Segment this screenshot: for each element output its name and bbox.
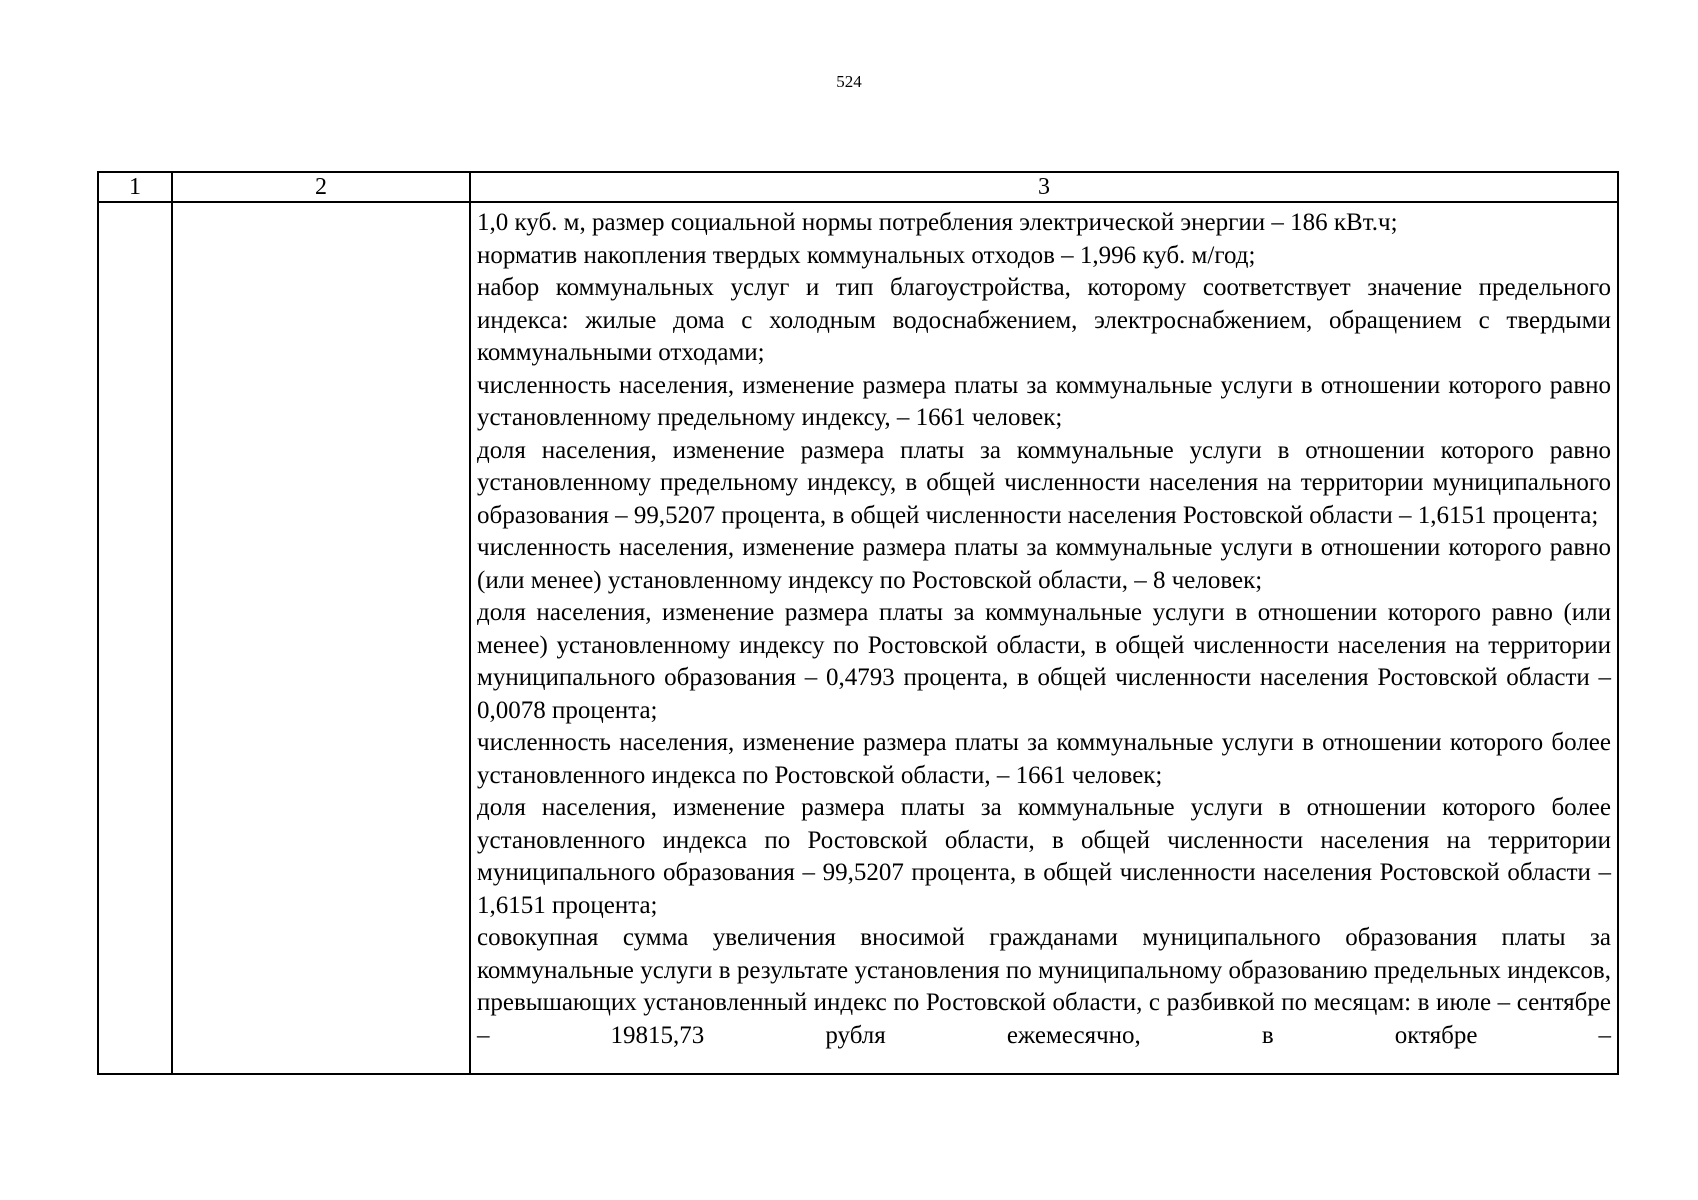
table-header-row <box>98 172 1618 202</box>
document-table <box>97 171 1619 1075</box>
column-header-1: 1 <box>98 172 172 202</box>
column-header-3: 3 <box>470 172 1618 202</box>
paragraph: доля населения, изменение размера платы за коммунальные услуги в отношении которого равно установленному предельному индексу, в общей численности населения на территории муниципального образования – 99,5207 процента, в общей численности населения Ростовской области – 1,6151 процента; <box>477 436 1611 529</box>
table-cell-col1 <box>98 202 172 1074</box>
paragraph: численность населения, изменение размера платы за коммунальные услуги в отношении которого равно (или менее) установленному индексу по Ростовской области, – 8 человек; <box>477 534 1611 594</box>
paragraph: норматив накопления твердых коммунальных отходов – 1,996 куб. м/год; <box>477 241 1256 269</box>
table-cell-col3 <box>470 202 1618 1074</box>
paragraph: численность населения, изменение размера платы за коммунальные услуги в отношении которого равно установленному предельному индексу, – 1661 человек; <box>477 371 1611 431</box>
paragraph: совокупная сумма увеличения вносимой гражданами муниципального образования платы за коммунальные услуги в результате установления по муниципальному образованию предельных индексов, превышающих установленный индекс по Ростовской области, с разбивкой по месяцам: в июле – сентябре – 19815,73 рубля ежемесячно, в октябре – <box>477 924 1611 1049</box>
table-cell-col2 <box>172 202 470 1074</box>
page-number: 524 <box>836 72 862 91</box>
paragraph: доля населения, изменение размера платы за коммунальные услуги в отношении которого более установленного индекса по Ростовской области, в общей численности населения на территории муниципального образования – 99,5207 процента, в общей численности населения Ростовской области – 1,6151 процента; <box>477 794 1611 919</box>
table-row <box>98 202 1618 1074</box>
paragraph: доля населения, изменение размера платы за коммунальные услуги в отношении которого равно (или менее) установленному индексу по Ростовской области, в общей численности населения на территории муниципального образования – 0,4793 процента, в общей численности населения Ростовской области – 0,0078 процента; <box>477 599 1611 724</box>
column-header-2: 2 <box>172 172 470 202</box>
paragraph: 1,0 куб. м, размер социальной нормы потребления электрической энергии – 186 кВт.ч; <box>477 209 1398 236</box>
paragraph: численность населения, изменение размера платы за коммунальные услуги в отношении которого более установленного индекса по Ростовской области, – 1661 человек; <box>477 729 1611 789</box>
paragraph: набор коммунальных услуг и тип благоустройства, которому соответствует значение предельного индекса: жилые дома с холодным водоснабжением, электроснабжением, обращением с твердыми коммунальными отходами; <box>477 274 1611 366</box>
